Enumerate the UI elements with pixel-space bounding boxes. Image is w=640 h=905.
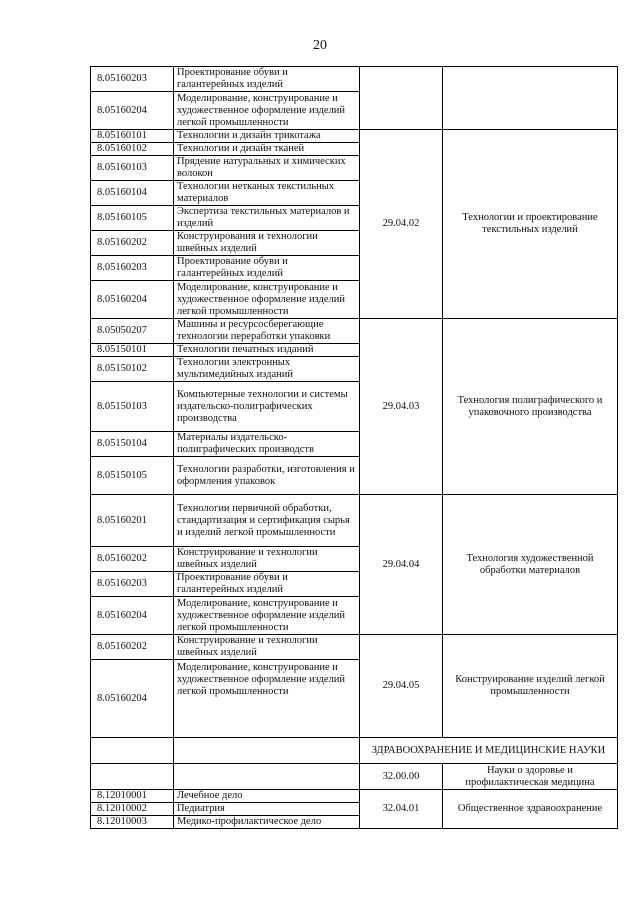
old-name-cell: Проектирование обуви и галантерейных изделий — [174, 572, 360, 597]
table-row — [91, 130, 618, 143]
new-program-cell: Технологии и проектирование текстильных изделий — [443, 130, 618, 319]
old-name-cell: Материалы издательско-полиграфических производств — [174, 432, 360, 457]
old-code-cell: 8.12010003 — [91, 816, 174, 829]
table-row — [91, 495, 618, 547]
old-name-cell: Технологии разработки, изготовления и оформления упаковок — [174, 457, 360, 495]
old-name-cell: Технологии первичной обработки, стандартизация и сертификация сырья и изделий легкой промышленности — [174, 495, 360, 547]
old-name-cell: Моделирование, конструирование и художественное оформление изделий легкой промышленности — [174, 660, 360, 738]
specialty-correspondence-table — [90, 66, 618, 829]
empty-cell — [174, 738, 360, 764]
old-name-cell: Технологии и дизайн трикотажа — [174, 130, 360, 143]
new-program-cell: Общественное здравоохранение — [443, 790, 618, 829]
old-code-cell: 8.05160201 — [91, 495, 174, 547]
old-name-cell: Прядение натуральных и химических волокон — [174, 156, 360, 181]
specialty-correspondence-table-container — [90, 66, 618, 829]
empty-cell — [174, 764, 360, 790]
table-row — [91, 790, 618, 803]
old-name-cell: Технологии нетканых текстильных материалов — [174, 181, 360, 206]
old-name-cell: Машины и ресурсосберегающие технологии переработки упаковки — [174, 319, 360, 344]
new-code-cell: 29.04.05 — [360, 635, 443, 738]
old-name-cell: Моделирование, конструирование и художественное оформление изделий легкой промышленности — [174, 92, 360, 130]
old-name-cell: Конструирование и технологии швейных изделий — [174, 635, 360, 660]
table-row — [91, 738, 618, 764]
table-row — [91, 764, 618, 790]
table-row — [91, 67, 618, 92]
page-number: 20 — [313, 38, 327, 53]
old-name-cell: Технологии и дизайн тканей — [174, 143, 360, 156]
old-code-cell: 8.05160203 — [91, 67, 174, 92]
old-name-cell: Конструирования и технологии швейных изделий — [174, 231, 360, 256]
new-program-cell-empty — [443, 67, 618, 130]
old-code-cell: 8.05150105 — [91, 457, 174, 495]
table-row — [91, 635, 618, 660]
old-name-cell: Компьютерные технологии и системы издательско-полиграфических производства — [174, 382, 360, 432]
old-name-cell: Технологии электронных мультимедийных изданий — [174, 357, 360, 382]
old-code-cell: 8.05160101 — [91, 130, 174, 143]
new-code-cell-empty — [360, 67, 443, 130]
old-code-cell: 8.05150102 — [91, 357, 174, 382]
old-code-cell: 8.05160105 — [91, 206, 174, 231]
empty-cell — [91, 764, 174, 790]
old-code-cell: 8.05160202 — [91, 547, 174, 572]
old-code-cell: 8.05160204 — [91, 281, 174, 319]
old-code-cell: 8.05150103 — [91, 382, 174, 432]
old-code-cell: 8.05160102 — [91, 143, 174, 156]
old-name-cell: Педиатрия — [174, 803, 360, 816]
old-name-cell: Лечебное дело — [174, 790, 360, 803]
new-code-cell: 32.04.01 — [360, 790, 443, 829]
new-program-cell: Конструирование изделий легкой промышленности — [443, 635, 618, 738]
new-program-cell: Технология художественной обработки материалов — [443, 495, 618, 635]
old-code-cell: 8.05160203 — [91, 572, 174, 597]
old-code-cell: 8.05050207 — [91, 319, 174, 344]
old-code-cell: 8.05150101 — [91, 344, 174, 357]
old-name-cell: Медико-профилактическое дело — [174, 816, 360, 829]
old-code-cell: 8.05160204 — [91, 92, 174, 130]
old-name-cell: Проектирование обуви и галантерейных изделий — [174, 67, 360, 92]
empty-cell — [91, 738, 174, 764]
table-row — [91, 319, 618, 344]
old-name-cell: Экспертиза текстильных материалов и изделий — [174, 206, 360, 231]
subgroup-code-cell: 32.00.00 — [360, 764, 443, 790]
old-code-cell: 8.05160203 — [91, 256, 174, 281]
old-code-cell: 8.05160204 — [91, 597, 174, 635]
old-code-cell: 8.05160104 — [91, 181, 174, 206]
old-name-cell: Моделирование, конструирование и художественное оформление изделий легкой промышленности — [174, 597, 360, 635]
section-heading: ЗДРАВООХРАНЕНИЕ И МЕДИЦИНСКИЕ НАУКИ — [360, 738, 618, 764]
old-code-cell: 8.12010002 — [91, 803, 174, 816]
old-name-cell: Технологии печатных изданий — [174, 344, 360, 357]
old-code-cell: 8.05160103 — [91, 156, 174, 181]
old-name-cell: Конструирование и технологии швейных изделий — [174, 547, 360, 572]
new-code-cell: 29.04.02 — [360, 130, 443, 319]
new-code-cell: 29.04.04 — [360, 495, 443, 635]
subgroup-name-cell: Науки о здоровье и профилактическая медицина — [443, 764, 618, 790]
old-code-cell: 8.05160204 — [91, 660, 174, 738]
old-code-cell: 8.05160202 — [91, 635, 174, 660]
new-program-cell: Технология полиграфического и упаковочного производства — [443, 319, 618, 495]
old-name-cell: Проектирование обуви и галантерейных изделий — [174, 256, 360, 281]
old-code-cell: 8.05160202 — [91, 231, 174, 256]
old-name-cell: Моделирование, конструирование и художественное оформление изделий легкой промышленности — [174, 281, 360, 319]
old-code-cell: 8.05150104 — [91, 432, 174, 457]
new-code-cell: 29.04.03 — [360, 319, 443, 495]
old-code-cell: 8.12010001 — [91, 790, 174, 803]
